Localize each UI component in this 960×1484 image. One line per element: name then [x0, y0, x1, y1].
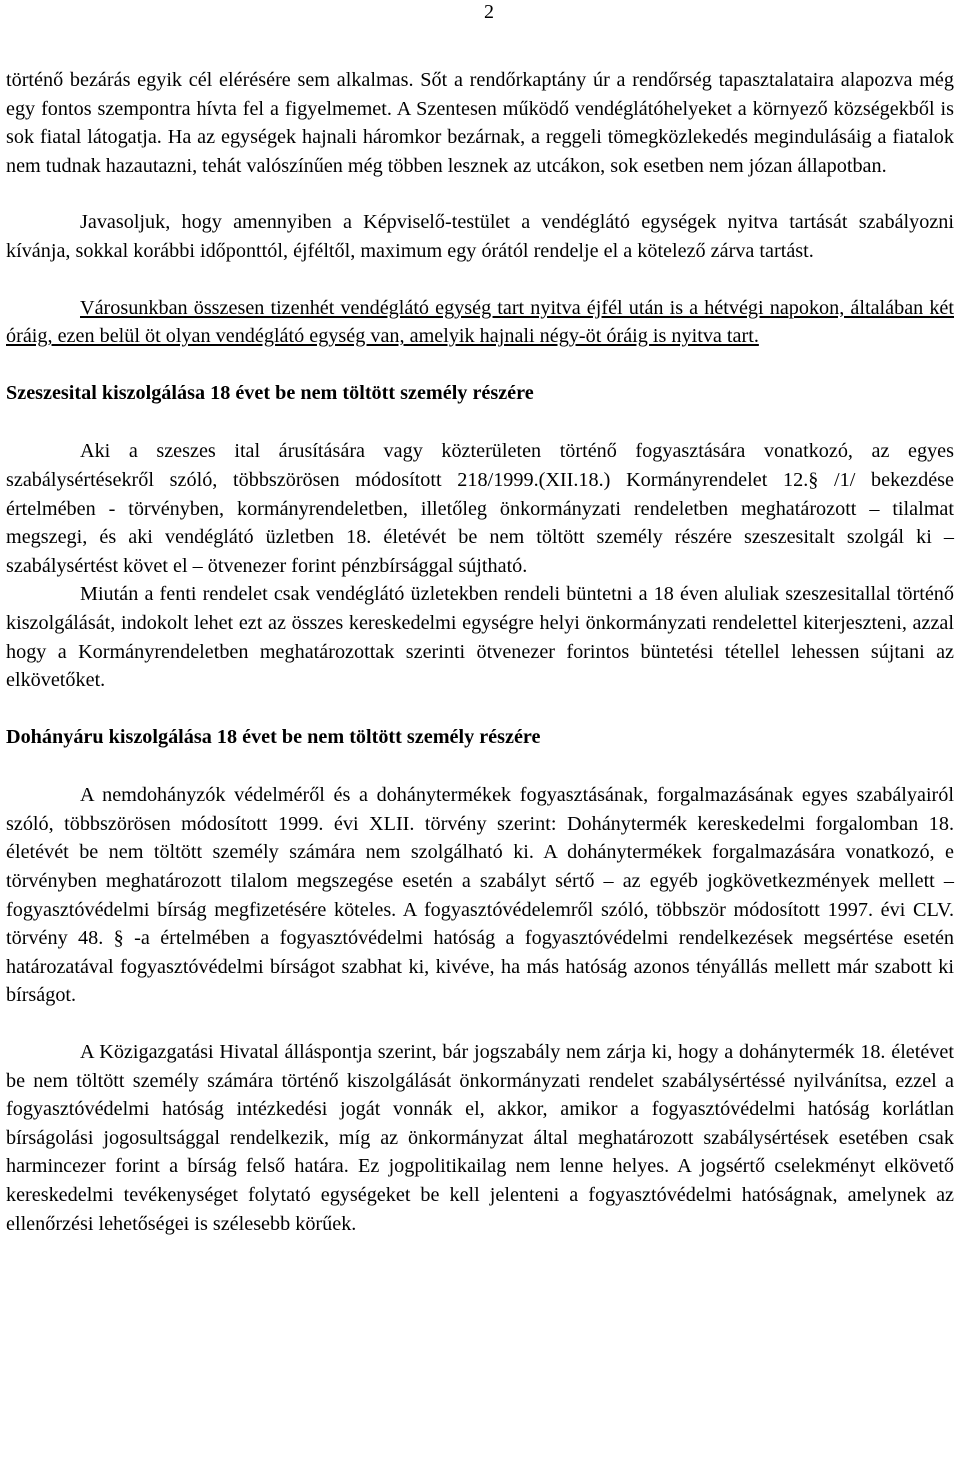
section-heading-alcohol: Szeszesital kiszolgálása 18 évet be nem töltött személy részére [6, 381, 534, 404]
paragraph-closing-hours-context: történő bezárás egyik cél elérésére sem alkalmas. Sőt a rendőrkaptány úr a rendőrség tapasztalataira alapozva még egy fontos szempontra hívta fel a figyelmemet. A Szentesen működő vendéglátóhelyeket a környező községekből is sok fiatal látogatja. Ha az egységek hajnali háromkor bezárnak, a reggeli tömegközlekedés megindulásáig a fiatalok nem tudnak hazautazni, tehát valószínűen még többen lesznek az utcákon, sok esetben nem józan állapotban. [6, 69, 954, 177]
paragraph-alcohol-regulation: Aki a szeszes ital árusítására vagy közterületen történő fogyasztására vonatkozó, az egyes szabálysértésekről szóló, többszörösen módosított 218/1999.(XII.18.) Kormányrendelet 12.§ /1/ bekezdése értelmében - törvényben, kormányrendeletben, illetőleg önkormányzati rendeletben meghatározott – tilalmat megszegi, és aki vendéglátó üzletben 18. életévét be nem töltött személy részére szeszesitalt szolgál ki – szabálysértést követ el – ötvenezer forint pénzbírsággal sújtható. [6, 440, 954, 577]
underlined-text: Városunkban összesen tizenhét vendéglátó egység tart nyitva éjfél után is a hétvégi napokon, általában két óráig, ezen belül öt olyan vendéglátó egység van, amelyik hajnali négy-öt óráig is nyitva tart. [6, 296, 954, 348]
paragraph-venue-count [6, 294, 954, 351]
paragraph-tobacco-law: A nemdohányzók védelméről és a dohánytermékek fogyasztásának, forgalmazásának egyes szabályairól szóló, többszörösen módosított 1999. évi XLII. törvény szerint: Dohánytermék kereskedelmi forgalomban 18. életévét be nem töltött személy számára nem szolgálható ki. A dohánytermékek forgalmazására vonatkozó, e törvényben meghatározott tilalom megszegése esetén a szabályt sértő – az egyéb jogkövetkezmények mellett – fogyasztóvédelmi bírság megfizetésére köteles. A fogyasztóvédelemről szóló, többször módosított 1997. évi CLV. törvény 48. § -a értelmében a fogyasztóvédelmi hatóság a fogyasztóvédelmi rendelkezések megsértése esetén határozatával fogyasztóvédelmi bírságot szabhat ki, kivéve, ha más hatóság azonos tényállás mellett már szabott ki bírságot. [6, 784, 954, 1007]
page-number: 2 [484, 1, 494, 23]
paragraph-alcohol-extension: Miután a fenti rendelet csak vendéglátó üzletekben rendeli büntetni a 18 éven aluliak szeszesitallal történő kiszolgálását, indokolt lehet ezt az összes kereskedelmi egységre helyi önkormányzati rendelettel kiterjeszteni, azzal hogy a Kormányrendeletben meghatározottak szerinti ötvenezer forintos büntetési tétellel lehessen sújtani az elkövetőket. [6, 583, 954, 692]
paragraph-administrative-office-opinion: A Közigazgatási Hivatal álláspontja szerint, bár jogszabály nem zárja ki, hogy a dohánytermék 18. életévet be nem töltött személy számára történő kiszolgálását önkormányzati rendelet szabálysértéssé nyilvánítsa, ezzel a fogyasztóvédelmi hatóság intézkedési jogát vonnák el, akkor, amikor a fogyasztóvédelmi hatóság korlátlan bírságolási jogosultsággal rendelkezik, míg az önkormányzat által meghatározott szabálysértések esetében csak harmincezer forint a bírság felső határa. Ez jogpolitikailag nem lenne helyes. A jogsértő cselekményt elkövető kereskedelmi tevékenységet folytató egységeket be kell jelenteni a fogyasztóvédelmi hatóságnak, amelynek az ellenőrzési lehetőségei is szélesebb körűek. [6, 1041, 954, 1235]
document-body [6, 66, 954, 1238]
paragraph-proposal: Javasoljuk, hogy amennyiben a Képviselő-testület a vendéglátó egységek nyitva tartását szabályozni kívánja, sokkal korábbi időponttól, éjféltől, maximum egy órától rendelje el a kötelező zárva tartást. [6, 211, 954, 262]
section-heading-tobacco: Dohányáru kiszolgálása 18 évet be nem töltött személy részére [6, 725, 541, 748]
